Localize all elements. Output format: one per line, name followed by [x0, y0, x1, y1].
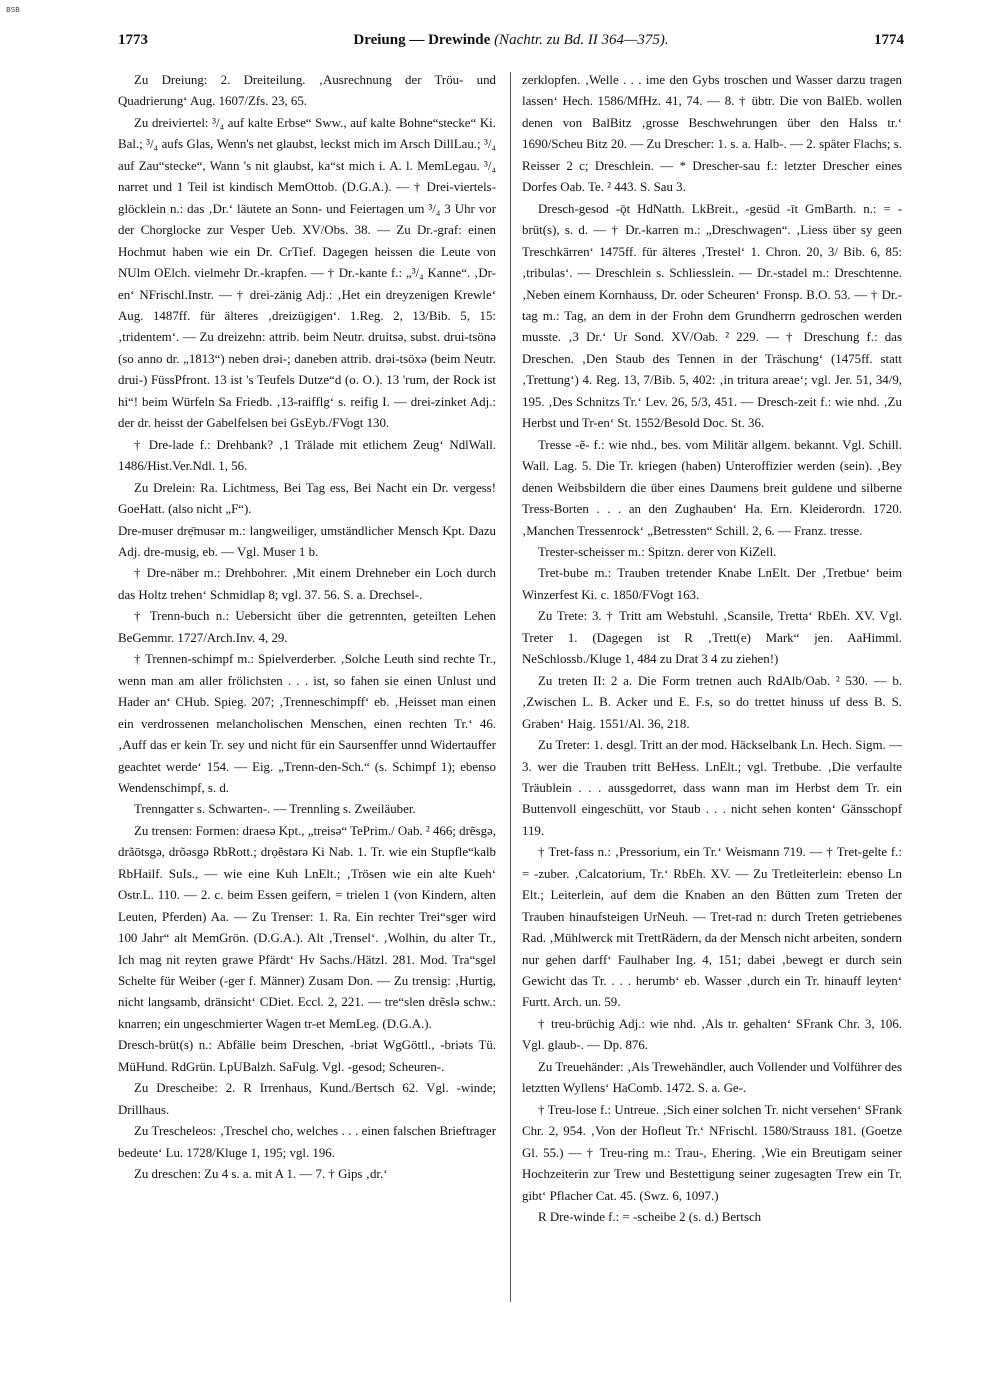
left-column [118, 70, 496, 1186]
entry-trennen-schimpf: † Trennen-schimpf m.: Spielverderber. ‚Solche Leuth sind rechte Tr., wenn man am aller frölichsten . . . ist, so fahen sie einen Unlust und Hader an‘ CHub. Spieg. 207; ‚Trenneschimpff‘ eb. ‚Heisset man einen ein verdrossenen melancholischen Menschen, einen rechten Tr.‘ 46. ‚Auff das er kein Tr. sey und nicht für ein Saursenffer unnd Widertauffer geachtet werde‘ 154. — Eig. „Trenn-den-Sch.“ (s. Schimpf 1); ebenso Wendenschimpf, s. d. [118, 652, 496, 795]
entry-tresse: Tresse -ẽ- f.: wie nhd., bes. vom Militär allgem. bekannt. Vgl. Schill. Wall. Lag. 5. Die Tr. kriegen (haben) Unteroffizier werden (sein). ‚Bey denen Weibsbildern die über eines Daumens breit guldene und silberne Tress-Borten . . . an den Zughauben‘ Ha. Ern. Kleiderordn. 1720. ‚Manchen Tressenrock‘ „Betressten“ Schill. 2, 6. — Franz. tresse. [522, 437, 902, 538]
entry-treu-lose: † Treu-lose f.: Untreue. ‚Sich einer solchen Tr. nicht versehen‘ SFrank Chr. 2, 954. ‚Von der Hofleut Tr.‘ NFrischl. 1580/Strauss 181. (Goetze Gl. 55.) — † Treu-ring m.: Trau-, Ehering. ‚Wie ein Breutigam seiner Hochzeiterin zur Trew und Bestettigung seiner zugesagten Trew ein Tr. gibt‘ Pflacher Cat. 45. (Swz. 6, 1097.) [522, 1102, 902, 1203]
entry-tret-bube: Tret-bube m.: Trauben tretender Knabe LnElt. Der ‚Tretbue‘ beim Winzerfest Ki. c. 1850/FVogt 163. [522, 566, 902, 602]
entry-treter: Zu Treter: 1. desgl. Tritt an der mod. Häckselbank Ln. Hech. Sigm. — 3. wer die Trauben tritt BeHess. LnElt.; vgl. Tretbube. ‚Die verfaulte Träublein . . . aussgedorret, dass wann man im Herbst dem Tr. ein Buttenvoll eingeschütt, vor Staub . . . nicht sehen konten‘ Gänsschopf 119. [522, 738, 902, 838]
entry-dreiung: Zu Dreiung: 2. Dreiteilung. ‚Ausrechnung der Tröu- und Quadrierung‘ Aug. 1607/Zfs. 23, 65. [118, 73, 496, 109]
entry-dreiviertel: Zu dreiviertel: ³/₄ auf kalte Erbse“ Sww., auf kalte Bohne“stecke“ Ki. Bal.; ³/₄ aufs Glas, Wenn's net glaubst, leckst mich im Arsch DillLau.; ³/₄ auf Zau“stecke“, Wann 's nit glaubst, ka“st mich i. A. l. MemLegau. ³/₄ narret und 1 Teil ist kindisch MemOttob. (D.G.A.). — † Drei-viertels-glöcklein n.: das ‚Dr.‘ läutete an Sonn- und Feiertagen um ³/₄ 3 Uhr vor der Chorglocke zur Vesper Ueb. XV/Obs. 38. — Zu Dr.-graf: einen Hochmut haben wie ein Dr. CrTief. Dagegen heissen die Leute von NUlm OElch. vielmehr Dr.-krapfen. — † Dr.-kante f.: „³/₄ Kanne“. ‚Dr-en‘ NFrischl.Instr. — † drei-zänig Adj.: ‚Het ein dreyzenigen Krewle‘ Aug. 1487ff. für älteres ‚dreizügigen‘. 1.Reg. 2, 13/Bib. 5, 15: ‚tridentem‘. — Zu dreizehn: attrib. beim Neutr. druitsə, subst. drui-tsönə (so anno dr. „1813“) neben drəi-; daneben attrib. drəi-tsöxə (beim Neutr. drui-) FüssPfront. 13 ist 's Teufels Dutze“d (o. O.). 13 'rum, der Rock ist hi“! beim Würfeln Sa Friedb. ‚13-raifflg‘ s. reifig I. — drei-zinket Adj.: der dr. heisst der Gabelfelsen bei GsEyb./FVogt 130. [118, 115, 496, 431]
running-head-subtitle: (Nachtr. zu Bd. II 364—375). [494, 32, 669, 48]
entry-dre-muser: Dre-muser drẹ̄musər m.: langweiliger, umständlicher Mensch Kpt. Dazu Adj. dre-musig, eb. — Vgl. Muser 1 b. [118, 523, 496, 559]
entry-dresch-gesod: Dresch-gesod -ǭt HdNatth. LkBreit., -gesüd -īt GmBarth. n.: = -brüt(s), s. d. — † Dr.-karren m.: „Dreschwagen“. ‚Liess über sy geen Treschkärren‘ 1475ff. für älteres ‚Trestel‘ 1. Chron. 20, 3/ Bib. 6, 85: ‚tribulas‘. — Dreschlein s. Schliesslein. — Dr.-stadel m.: Dreschtenne. ‚Neben einem Kornhauss, Dr. oder Scheuren‘ Fronsp. B.O. 53. — † Dr.-tag m.: Tag, an dem in der Frohn dem Grundherrn gedroschen werden musste. ‚3 Dr.‘ Ur Sond. XV/Oab. ² 229. — † Dreschung f.: das Dreschen. ‚Den Staub des Tennen in der Träschung‘ (1475ff. statt ‚Trettung‘) 4. Reg. 13, 7/Bib. 5, 402: ‚in tritura areae‘; vgl. Jer. 51, 34/9, 195. ‚Des Schnitzs Tr.‘ Lev. 26, 5/3, 451. — Dresch-zeit f.: wie nhd. ‚Zu Herbst und Tr-en‘ St. 1552/Besold Doc. St. 36. [522, 201, 902, 431]
entry-trete: Zu Trete: 3. † Tritt am Webstuhl. ‚Scansile, Tretta‘ RbEh. XV. Vgl. Treter 1. (Dagegen ist R ‚Trett(e) Mark“ jen. AaHimml. NeSchlossb./Kluge 1, 484 zu Drat 3 4 zu ziehen!) [522, 609, 902, 667]
library-stamp: BSB [6, 6, 20, 14]
entry-dre-naeber: † Dre-näber m.: Drehbohrer. ‚Mit einem Drehneber ein Loch durch das Holtz trehen‘ Schmidlap 8; vgl. 37. 56. S. a. Drechsel-. [118, 566, 496, 602]
entry-trenngatter: Trenngatter s. Schwarten-. — Trennling s. Zweiläuber. [134, 802, 416, 817]
running-head [118, 32, 904, 49]
running-head-title: Dreiung — Drewinde [353, 32, 491, 48]
entry-trescheleos: Zu Trescheleos: ‚Treschel cho, welches . . . einen falschen Brieftrager bedeute‘ Lu. 1728/Kluge 1, 195; vgl. 196. [118, 1124, 496, 1160]
entry-trester-scheisser: Trester-scheisser m.: Spitzn. derer von KiZell. [538, 544, 777, 559]
entry-dre-lade: † Dre-lade f.: Drehbank? ‚1 Trälade mit etlichem Zeug‘ NdlWall. 1486/Hist.Ver.Ndl. 1, 56. [118, 437, 496, 474]
page-header [118, 32, 904, 56]
entry-tret-fass: † Tret-fass n.: ‚Pressorium, ein Tr.‘ Weismann 719. — † Tret-gelte f.: = -zuber. ‚Calcatorium, Tr.‘ RbEh. XV. — Zu Tretleiterlein: ebenso Ln Elt.; Leiterlein, auf dem die Knaben an den Bütten zum Treten der Trauben hinaufsteigen UrNeuh. — Tret-rad n: durch Treten getriebenes Rad. ‚Mühlwerck mit TrettRädern, da der Mensch nicht arbeiten, sondern nur gehen darff‘ Faulhaber Ing. 4, 151; dabei ‚bewegt er durch sein Gewicht das Tr. . . . herumb‘ eb. Wasser ‚durch ein Tr. hinauff leyten‘ Furtt. Arch. un. 59. [522, 845, 902, 1010]
column-divider [510, 72, 511, 1302]
entry-treu-bruechig: † treu-brüchig Adj.: wie nhd. ‚Als tr. gehalten‘ SFrank Chr. 3, 106. Vgl. glaub-. — Dp. 876. [522, 1016, 902, 1053]
entry-dre-winde: R Dre-winde f.: = -scheibe 2 (s. d.) Bertsch [538, 1210, 762, 1225]
entry-treten: Zu treten II: 2 a. Die Form tretnen auch RdAlb/Oab. ² 530. — b. ‚Zwischen L. B. Acker und E. F.s, so do trettet hinuss uf dess B. S. Graben‘ Haig. 1551/Al. 36, 218. [522, 673, 902, 731]
entry-drescheibe: Zu Drescheibe: 2. R Irrenhaus, Kund./Bertsch 62. Vgl. -winde; Drillhaus. [118, 1081, 496, 1117]
right-column [522, 70, 902, 1228]
entry-drelein: Zu Drelein: Ra. Lichtmess, Bei Tag ess, Bei Nacht ein Dr. vergess! GoeHatt. (also nicht „F“). [118, 480, 496, 517]
entry-trensen: Zu trensen: Formen: draesə Kpt., „treisə“ TePrim./ Oab. ² 466; drẽsgə, drãōtsgə, drõəsgə RbRott.; drọẽstərə Ki Nab. 1. Tr. wie ein Stupfle“kalb RbHailf. SuIs., — wie eine Kuh LnElt.; ‚Trösen wie ein alte Kueh‘ Ostr.L. 110. — 2. c. beim Essen geifern, = trielen 1 (von Kindern, alten Leuten, Pferden) Aa. — Zu Trenser: 1. Ra. Ein rechter Trei“sger wird 100 Jahr“ alt MemGrön. (D.G.A.). Alt ‚Trensel‘. ‚Wolhin, du alter Tr., Ich mag nit reyten grawe Pfärdt‘ Hv Sachs./Hätzl. 281. Mod. Tra“sgel Schelte für Weiber (-ger f. Männer) Zusam Don. — Zu trensig: ‚Hurtig, nicht langsamb, dränsicht‘ CDiet. Eccl. 2, 221. — tre“slen drẽslə schw.: knarren; ein ungeschmierter Wagen tr-et MemLeg. (D.G.A.). [118, 823, 496, 1031]
entry-dresch-bruet: Dresch-brüt(s) n.: Abfälle beim Dreschen, -briət WgGöttl., -briəts Tü. MüHund. RdGrün. LpUBalzh. SaFulg. Vgl. -gesod; Scheuren-. [118, 1038, 496, 1074]
entry-treuehaender: Zu Treuehänder: ‚Als Trewehändler, auch Vollender und Volführer des letztten Wyllens‘ HaComb. 1472. S. a. Ge-. [522, 1059, 902, 1096]
column-number-left: 1773 [118, 32, 148, 48]
column-number-right: 1774 [874, 32, 904, 48]
entry-dreschen: Zu dreschen: Zu 4 s. a. mit A 1. — 7. † Gips ‚dr.‘ [134, 1167, 388, 1182]
entry-dreschen-continued: zerklopfen. ‚Welle . . . ime den Gybs troschen und Wasser darzu tragen lassen‘ Hech. 1586/MfHz. 41, 74. — 8. † übtr. Die von BalEb. wollen denen von BalBitz ‚grosse Beschwehrungen über den Halss tr.‘ 1690/Scheu Bitz 20. — Zu Drescher: 1. s. a. Halb-. — 2. später Flachs; s. Reisser 2 c; Dreschlein. — * Drescher-sau f.: letzter Drescher eines Dorfes Oab. Te. ² 443. S. Sau 3. [522, 73, 902, 195]
entry-trenn-buch: † Trenn-buch n.: Uebersicht über die getrennten, geteilten Lehen BeGemmr. 1727/Arch.Inv. 4, 29. [118, 609, 496, 645]
